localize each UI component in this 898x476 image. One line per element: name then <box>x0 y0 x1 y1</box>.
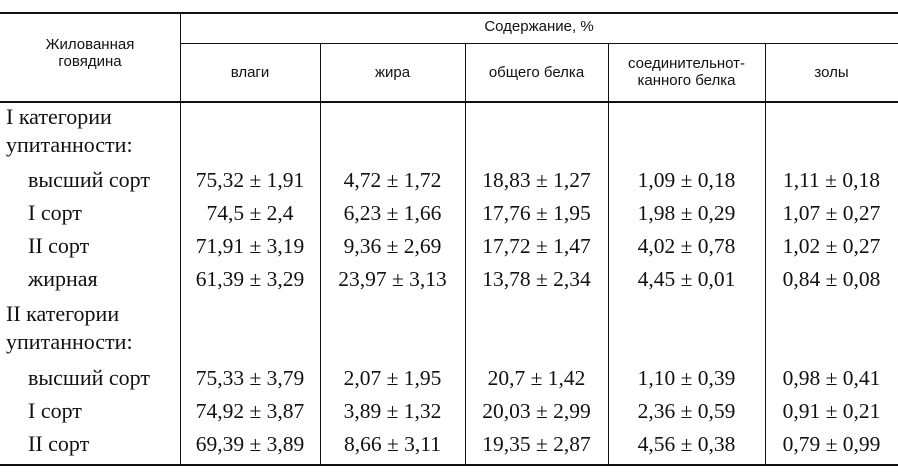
header-bottom-rule <box>0 101 898 103</box>
table-cell: 69,39 ± 3,89 <box>195 432 305 456</box>
table-cell: 71,91 ± 3,19 <box>195 234 305 258</box>
row-label: высший сорт <box>28 167 151 192</box>
column-header: влаги <box>230 64 270 81</box>
table-cell: 1,11 ± 0,18 <box>782 168 880 192</box>
table-cell: 1,10 ± 0,39 <box>637 366 736 390</box>
row-label: II сорт <box>28 431 90 456</box>
table-cell: 20,03 ± 2,99 <box>482 399 591 423</box>
table-cell: 75,32 ± 1,91 <box>195 168 305 192</box>
table-cell: 74,5 ± 2,4 <box>206 201 294 225</box>
table-cell: 0,79 ± 0,99 <box>782 432 881 456</box>
section-title: упитанности: <box>6 132 133 157</box>
table-cell: 0,84 ± 0,08 <box>782 267 881 291</box>
table-cell: 2,36 ± 0,59 <box>637 399 736 423</box>
table-cell: 13,78 ± 2,34 <box>482 267 591 291</box>
table-cell: 4,02 ± 0,78 <box>637 234 736 258</box>
table-cell: 4,56 ± 0,38 <box>637 432 736 456</box>
subheader-rule <box>180 43 898 44</box>
table-cell: 0,91 ± 0,21 <box>782 399 881 423</box>
table-cell: 74,92 ± 3,87 <box>195 399 305 423</box>
table-cell: 17,76 ± 1,95 <box>482 201 591 225</box>
group-title: Содержание, % <box>484 18 594 35</box>
table-cell: 1,98 ± 0,29 <box>637 201 736 225</box>
row-label: I сорт <box>28 398 82 423</box>
table-cell: 75,33 ± 3,79 <box>195 366 305 390</box>
section-title: упитанности: <box>6 329 133 354</box>
table-cell: 20,7 ± 1,42 <box>487 366 586 390</box>
column-header: золы <box>814 64 849 81</box>
row-label: жирная <box>28 266 98 291</box>
table-cell: 3,89 ± 1,32 <box>343 399 442 423</box>
section-title: II категории <box>6 301 120 326</box>
table-cell: 0,98 ± 0,41 <box>782 366 881 390</box>
row-header-label: Жилованная говядина <box>45 36 135 70</box>
table-cell: 61,39 ± 3,29 <box>195 267 305 291</box>
table-cell: 1,07 ± 0,27 <box>782 201 881 225</box>
column-header: соединительнот-канного белка <box>627 55 746 89</box>
row-label: высший сорт <box>28 365 151 390</box>
table-cell: 19,35 ± 2,87 <box>482 432 591 456</box>
table-cell: 1,09 ± 0,18 <box>637 168 736 192</box>
table-cell: 23,97 ± 3,13 <box>338 267 447 291</box>
table-cell: 1,02 ± 0,27 <box>782 234 881 258</box>
row-label: I сорт <box>28 200 82 225</box>
top-rule <box>0 12 898 14</box>
table-cell: 8,66 ± 3,11 <box>343 432 441 456</box>
table-cell: 18,83 ± 1,27 <box>482 168 591 192</box>
table-cell: 9,36 ± 2,69 <box>343 234 442 258</box>
column-header: общего белка <box>488 64 585 81</box>
table-cell: 4,45 ± 0,01 <box>637 267 736 291</box>
table-cell: 2,07 ± 1,95 <box>343 366 442 390</box>
bottom-rule <box>0 464 898 466</box>
row-label: II сорт <box>28 233 90 258</box>
section-title: I категории <box>6 104 112 129</box>
table-cell: 6,23 ± 1,66 <box>343 201 442 225</box>
column-header: жира <box>374 64 411 81</box>
table-cell: 17,72 ± 1,47 <box>482 234 591 258</box>
table-cell: 4,72 ± 1,72 <box>343 168 442 192</box>
